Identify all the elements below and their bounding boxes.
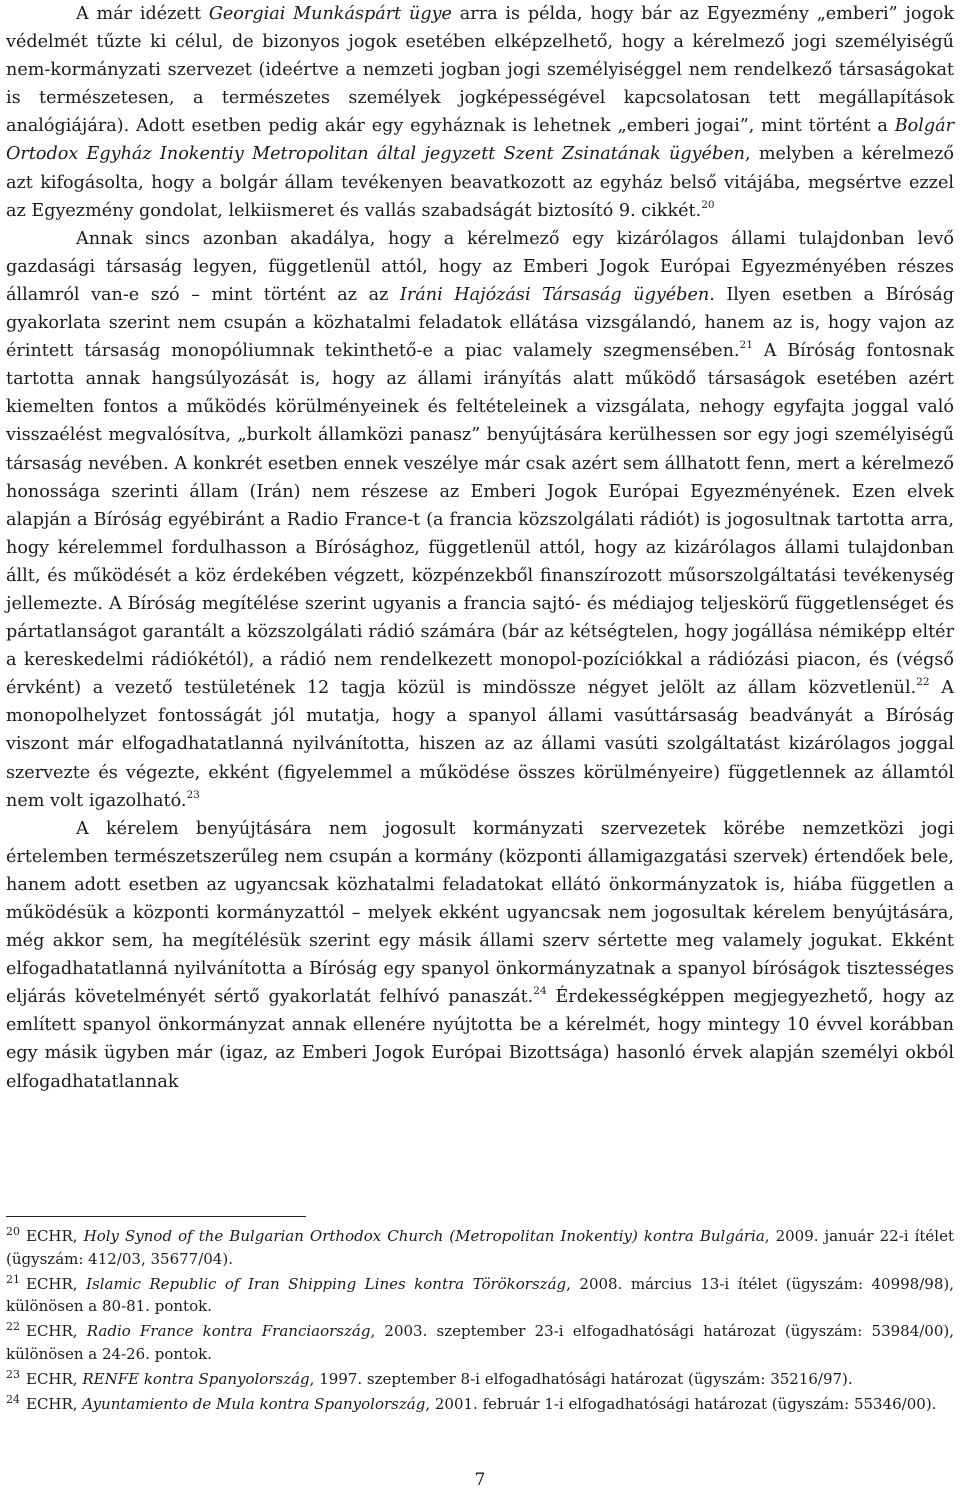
text-run: , 2008. március 13-i ítélet (ügyszám: 40998/98), különösen a 80-81. pontok.: [6, 1274, 954, 1315]
text-run: ECHR,: [26, 1369, 83, 1388]
text-run: ECHR,: [26, 1227, 84, 1245]
text-run: ECHR,: [26, 1322, 87, 1340]
text-run: A Bíróság fontosnak tartotta annak hangsúlyozását is, hogy az állami irányítás alatt működő társaságok esetében azért kiemelten fontos a működés körülményeinek és feltételeinek a vizsgálata, nehogy egyfajta joggal való visszaélést megvalósítva, „burkolt államközi panasz” benyújtására kerülhessen sor egy jogi személyiségű társaság nevében. A konkrét esetben ennek veszélye már csak azért sem állhatott fenn, mert a kérelmező honossága szerinti állam (Irán) nem részese az Emberi Jogok Európai Egyezményének. Ezen elvek alapján a Bíróság egyébiránt a Radio France-t (a francia közszolgálati rádiót) is jogosultnak tartotta arra, hogy kérelemmel fordulhasson a Bírósághoz, függetlenül attól, hogy az kizárólagos állami tulajdonban állt, és működését a köz érdekében végzett, közpénzekből finanszírozott műsorszolgáltatási tevékenység jellemezte. A Bíróság megítélése szerint ugyanis a francia sajtó- és médiajog teljeskörű függetlenséget és pártatlanságot garantált a közszolgálati rádió számára (bár az kétségtelen, hogy jogállása némiképp eltér a kereskedelmi rádiókétól), a rádió nem rendelkezett monopol-pozíciókkal a rádiózási piacon, és (végső érvként) a vezető testületének 12 tagja közül is mindössze négyet jelölt az állam közvetlenül.: [6, 341, 955, 699]
text-run: , melyben a kérelmező azt kifogásolta, hogy a bolgár állam tevékenyen beavatkozott az egyház belső vitájába, megsértve ezzel az Egyezmény gondolat, lelkiismeret és vallás szabadságát biztosító 9. cikkét.: [6, 144, 954, 221]
footnote-number: 20: [6, 1225, 20, 1238]
footnote-separator: [6, 1216, 306, 1217]
body-text: [6, 0, 954, 1096]
paragraph: [6, 225, 954, 815]
text-run: Annak sincs azonban akadálya, hogy a kérelmező egy kizárólagos állami tulajdonban levő gazdasági társaság legyen, függetlenül attól, hogy az Emberi Jogok Európai Egyezményében részes államról van-e szó – mint történt az az: [6, 228, 954, 305]
text-run: , 1997. szeptember 8-i elfogadhatósági határozat (ügyszám: 35216/97).: [309, 1369, 853, 1388]
footnote-number: 23: [6, 1367, 20, 1381]
text-run: Érdekességképpen megjegyezhető, hogy az említett spanyol önkormányzat annak ellenére nyújtotta be a kérelmét, hogy mintegy 10 évvel korábban egy másik ügyben már (igaz, az Emberi Jogok Európai Bizottsága) hasonló érvek alapján személyi okból elfogadhatatlannak: [6, 987, 954, 1092]
footnotes-section: [6, 1216, 954, 1418]
italic-text: RENFE kontra Spanyolország: [82, 1369, 310, 1388]
text-run: arra is példa, hogy bár az Egyezmény „emberi” jogok védelmét tűzte ki célul, de bizonyos jogok esetében elképzelhető, hogy a kérelmező jogi személyiségű nem-kormányzati szervezet (ideértve a nemzeti jogban jogi személyiséggel nem rendelkező társaságokat is természetesen, a természetes személyek jogképességével kapcsolatosan tett megállapítások analógiájára). Adott esetben pedig akár egy egyháznak is lehetnek „emberi jogai”, mint történt a: [6, 4, 954, 137]
footnote: [6, 1320, 954, 1365]
italic-text: Iráni Hajózási Társaság ügyében: [399, 284, 710, 305]
text-run: , 2003. szeptember 23-i elfogadhatósági határozat (ügyszám: 53984/00), különösen a 24-26. pontok.: [6, 1322, 955, 1363]
footnote-number: 22: [6, 1320, 20, 1333]
page-number: 7: [474, 1470, 486, 1490]
italic-text: Radio France kontra Franciaország: [86, 1322, 371, 1340]
footnote: [6, 1225, 954, 1270]
text-run: A már idézett: [76, 4, 209, 24]
document-page: [6, 0, 954, 1096]
paragraph: [6, 815, 954, 1096]
footnote: [6, 1273, 954, 1318]
text-run: A monopolhelyzet fontosságát jól mutatja, hogy a spanyol állami vasúttársaság beadványát a Bíróság viszont már elfogadhatatlanná nyilvánította, hiszen az az állami vasúti szolgáltatást kizárólagos joggal szervezte és végezte, ekként (figyelemmel a működése összes körülményeire) függetlennek az államtól nem volt igazolható.: [6, 678, 954, 811]
paragraph: [6, 0, 954, 225]
italic-text: Georgiai Munkáspárt ügye: [208, 4, 452, 24]
text-run: , 2009. január 22-i ítélet (ügyszám: 412/03, 35677/04).: [6, 1227, 955, 1268]
footnote-reference: 20: [701, 198, 715, 211]
text-run: ECHR,: [26, 1274, 87, 1293]
footnote: [6, 1393, 954, 1416]
text-run: , 2001. február 1-i elfogadhatósági határozat (ügyszám: 55346/00).: [425, 1394, 937, 1413]
footnote-reference: 21: [739, 339, 753, 352]
italic-text: Holy Synod of the Bulgarian Orthodox Church (Metropolitan Inokentiy) kontra Bulgária: [83, 1227, 765, 1245]
italic-text: Islamic Republic of Iran Shipping Lines kontra Törökország: [86, 1274, 567, 1293]
text-run: ECHR,: [26, 1394, 83, 1413]
footnote-reference: 22: [916, 676, 930, 689]
text-run: . Ilyen esetben a Bíróság gyakorlata szerint nem csupán a közhatalmi feladatok ellátása vizsgálandó, hanem az is, hogy vajon az érintett társaság monopóliumnak tekinthető-e a piac valamely szegmensében.: [6, 284, 954, 362]
footnote-reference: 24: [533, 985, 547, 998]
footnote-number: 21: [6, 1272, 20, 1286]
italic-text: Bolgár Ortodox Egyház Inokentiy Metropolitan által jegyzett Szent Zsinatának ügyében: [6, 116, 954, 165]
footnote-reference: 23: [186, 788, 200, 801]
italic-text: Ayuntamiento de Mula kontra Spanyolország: [82, 1394, 426, 1413]
text-run: A kérelem benyújtására nem jogosult kormányzati szervezetek körébe nemzetközi jogi értelemben természetszerűleg nem csupán a kormány (központi államigazgatási szervek) értendőek bele, hanem adott esetben az ugyancsak közhatalmi feladatokat ellátó önkormányzatok is, hiába független a működésük a központi kormányzattól – melyek ekként ugyancsak nem jogosultak kérelem benyújtására, még akkor sem, ha megítélésük szerint egy másik állami szerv sértette meg valamely jogukat. Ekként elfogadhatatlanná nyilvánította a Bíróság egy spanyol önkormányzatnak a spanyol bíróságok tisztességes eljárás követelményét sértő gyakorlatát felhívó panaszát.: [6, 818, 954, 1008]
footnote-number: 24: [6, 1392, 20, 1406]
footnote: [6, 1368, 954, 1391]
